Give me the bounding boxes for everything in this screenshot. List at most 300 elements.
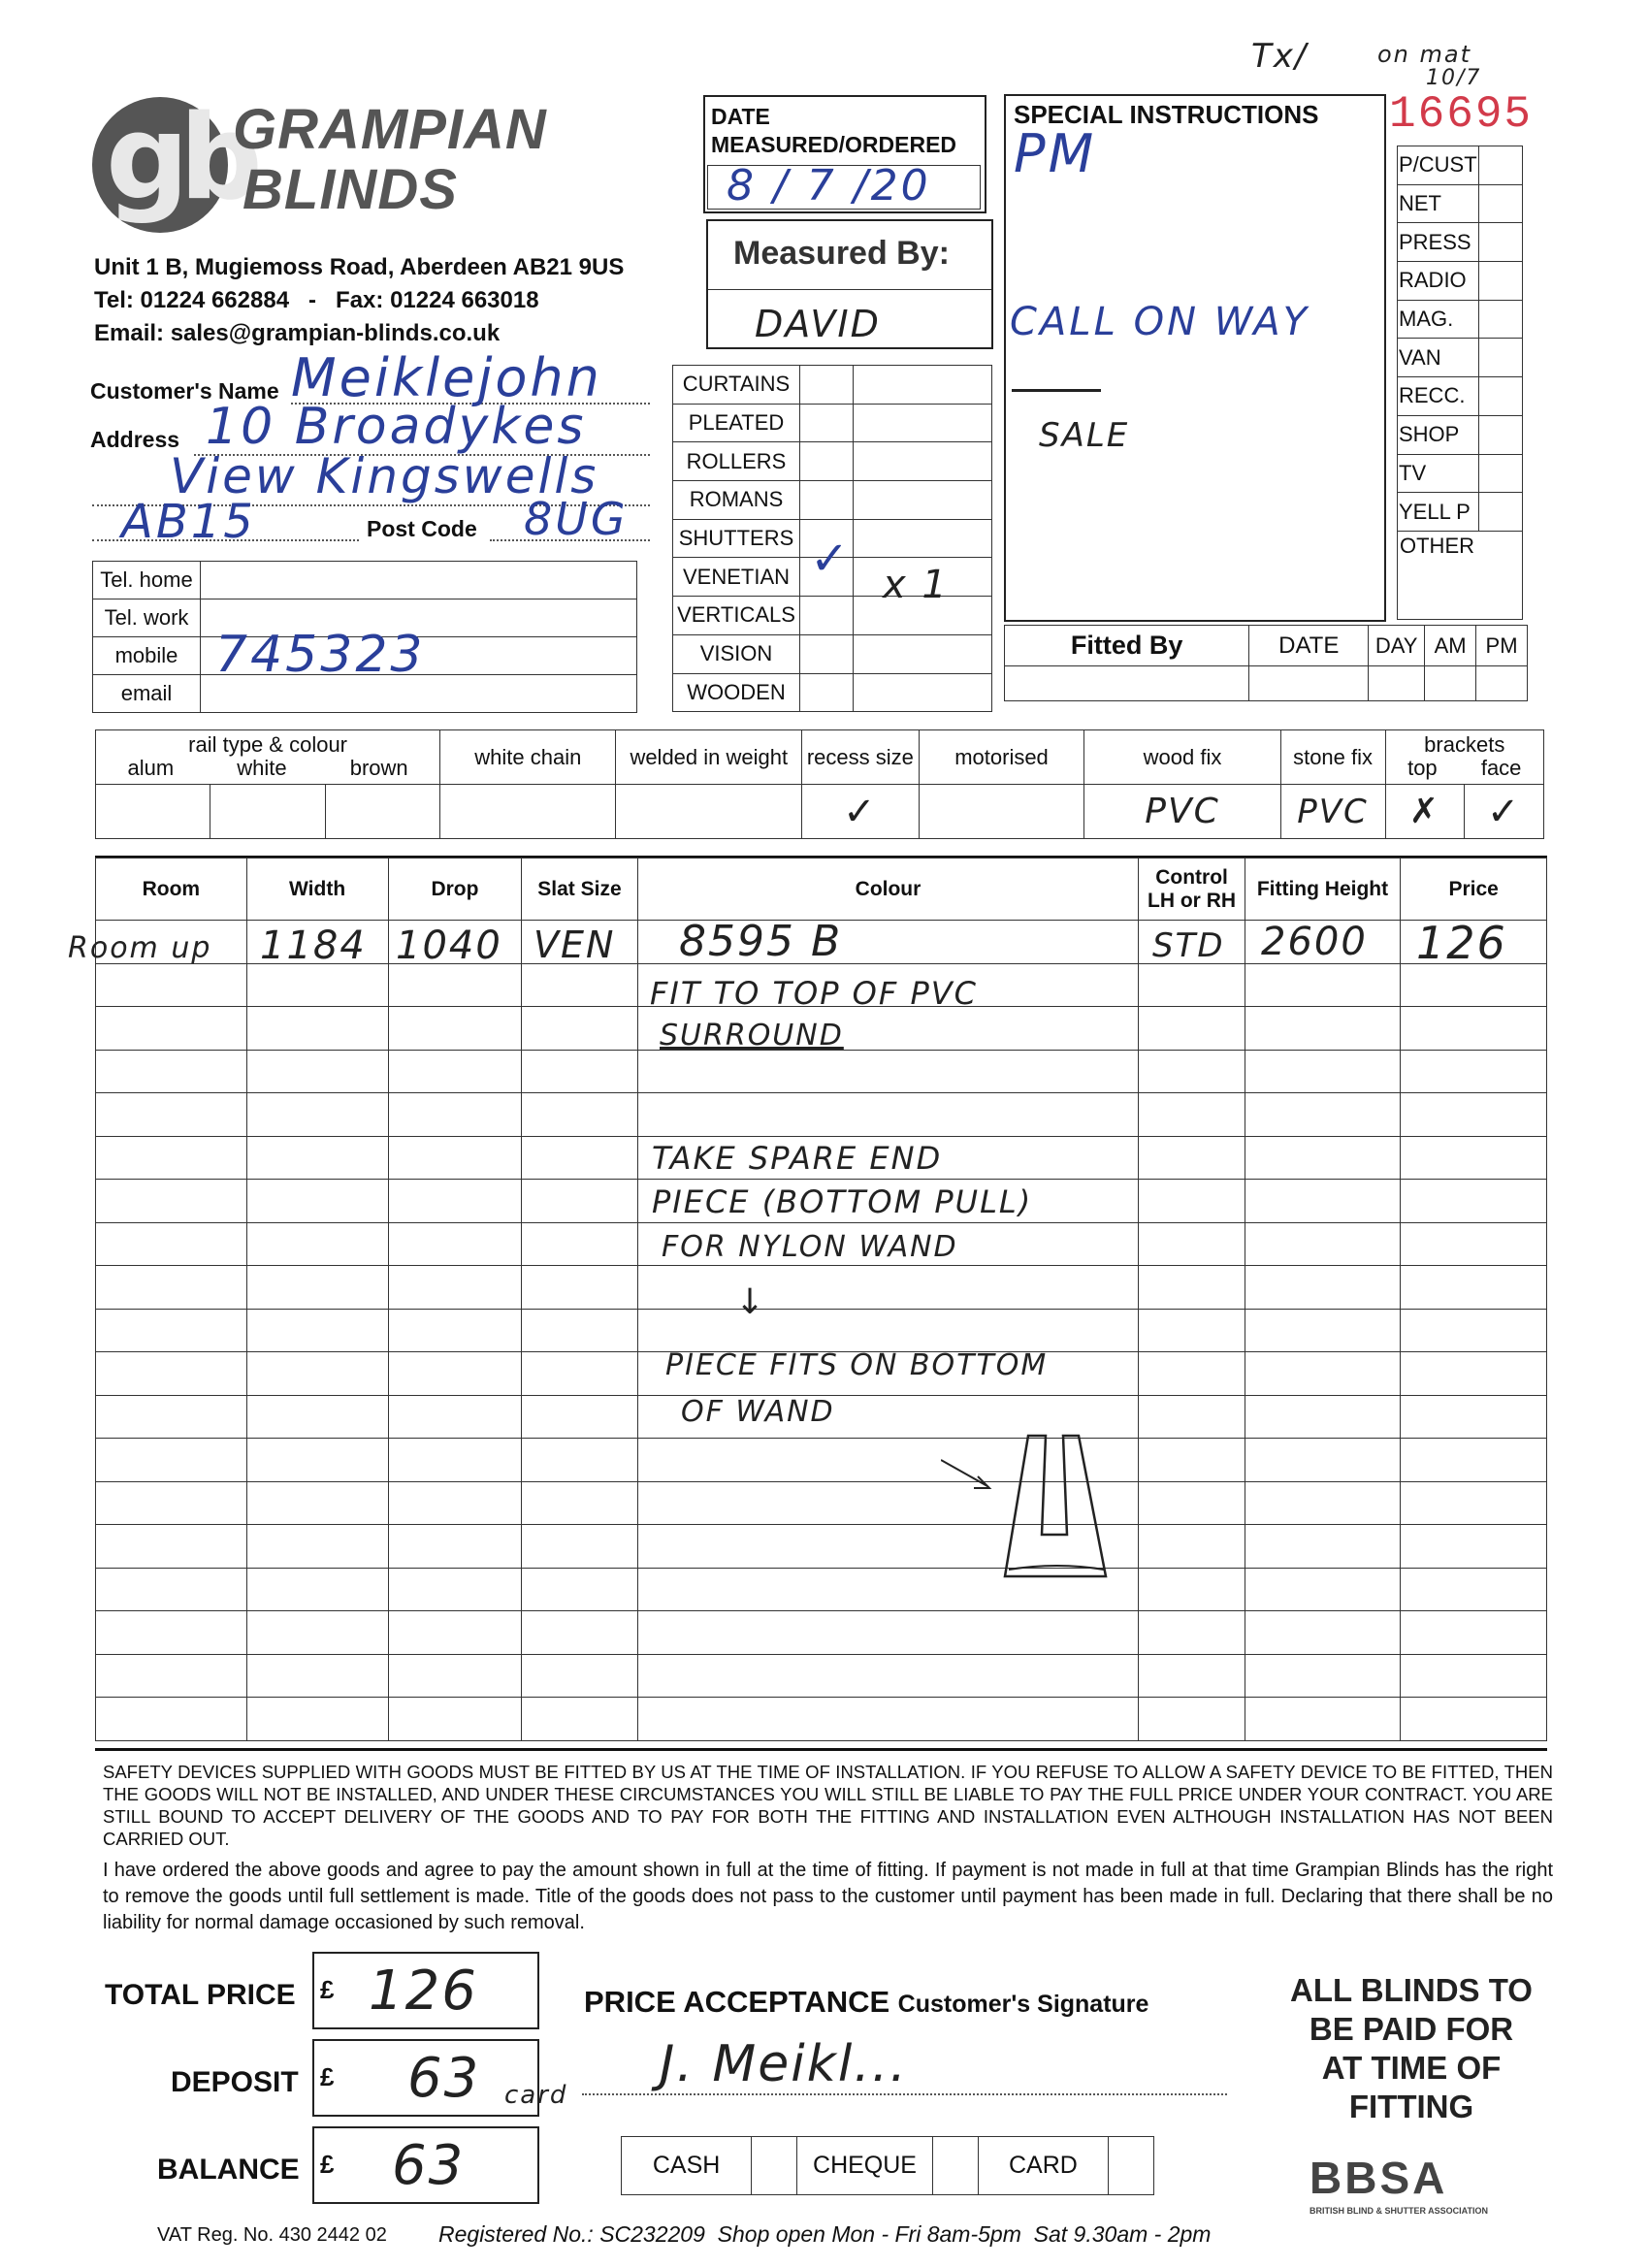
currency-symbol: £ [320, 1975, 335, 2004]
order-cell[interactable] [96, 1180, 247, 1223]
source-item: RADIO [1398, 262, 1479, 301]
wood-fix-label: wood fix [1084, 730, 1280, 785]
order-cell[interactable] [1139, 1525, 1245, 1569]
brackets-face-value[interactable]: ✓ [1465, 785, 1544, 839]
date-measured-label: DATE MEASURED/ORDERED [711, 104, 957, 157]
order-cell[interactable] [1139, 1050, 1245, 1093]
product-item: PLEATED [673, 404, 800, 442]
order-cell[interactable] [1401, 1222, 1547, 1266]
order-cell[interactable] [96, 1439, 247, 1482]
corner-note-mat: on mat [1377, 41, 1472, 68]
order-cell[interactable] [388, 1568, 522, 1611]
source-item: VAN [1398, 339, 1479, 377]
source-checkbox[interactable] [1478, 146, 1522, 185]
order-cell[interactable] [1139, 963, 1245, 1007]
notice-line1: ALL BLINDS TO [1290, 1972, 1533, 2008]
source-item: NET [1398, 184, 1479, 223]
order-cell[interactable] [1401, 1439, 1547, 1482]
order-cell[interactable] [637, 1050, 1139, 1093]
tel-home-field[interactable] [201, 562, 637, 599]
order-cell[interactable] [388, 1395, 522, 1439]
order-cell[interactable] [388, 963, 522, 1007]
table-row [96, 1481, 1547, 1525]
bbsa-subtitle: BRITISH BLIND & SHUTTER ASSOCIATION [1310, 2206, 1488, 2216]
order-cell[interactable] [522, 1050, 637, 1093]
welded-weight-label: welded in weight [616, 730, 802, 785]
order-cell[interactable] [1401, 1093, 1547, 1137]
order-cell[interactable] [1401, 1180, 1547, 1223]
tel-work-label: Tel. work [93, 599, 201, 637]
order-cell[interactable] [96, 1050, 247, 1093]
vat-number: VAT Reg. No. 430 2442 02 [157, 2224, 387, 2246]
order-cell[interactable] [637, 1093, 1139, 1137]
address-label: Address [90, 427, 180, 452]
order-cell[interactable] [522, 1525, 637, 1569]
order-cell[interactable] [388, 1611, 522, 1655]
email-label: email [93, 675, 201, 713]
fitted-am-label: AM [1425, 626, 1476, 666]
order-cell[interactable] [1139, 1439, 1245, 1482]
order-cell[interactable] [637, 1654, 1139, 1698]
order-cell[interactable] [1401, 1525, 1547, 1569]
order-cell[interactable] [522, 1698, 637, 1741]
mobile-label: mobile [93, 637, 201, 675]
balance-box[interactable] [312, 2126, 539, 2204]
fitted-date-field[interactable] [1249, 666, 1369, 701]
order-cell[interactable] [246, 1395, 388, 1439]
order-cell[interactable] [1401, 963, 1547, 1007]
balance-value: 63 [392, 2134, 466, 2197]
order-cell[interactable] [1401, 1481, 1547, 1525]
payment-card-label: CARD [978, 2137, 1108, 2195]
order-cell[interactable] [1401, 1395, 1547, 1439]
product-checkbox[interactable] [800, 404, 854, 442]
company-name-line2: BLINDS [242, 158, 458, 221]
measured-by-value: DAVID [755, 303, 881, 345]
source-checkbox[interactable] [1478, 223, 1522, 262]
rail-type-subheaders [96, 756, 439, 781]
rail-type-label: rail type & colour [188, 731, 348, 757]
order-cell[interactable] [96, 1266, 247, 1310]
brackets-subheaders [1386, 756, 1544, 781]
order-cell[interactable] [388, 1093, 522, 1137]
source-item: PRESS [1398, 223, 1479, 262]
order-cell[interactable] [522, 1007, 637, 1051]
special-instructions-line2: CALL ON WAY [1010, 300, 1310, 344]
product-item: ROMANS [673, 481, 800, 520]
order-cell[interactable] [246, 1352, 388, 1396]
order-cell[interactable] [388, 1309, 522, 1352]
corner-note-date: 10/7 [1426, 66, 1482, 90]
venetian-tick: ✓ [810, 532, 853, 586]
order-cell[interactable] [96, 1222, 247, 1266]
product-checkbox[interactable] [800, 442, 854, 481]
order-cell[interactable] [1245, 1007, 1401, 1051]
white-label: white [237, 755, 287, 780]
order-cell[interactable] [96, 963, 247, 1007]
special-instructions-line1: PM [1014, 123, 1097, 184]
company-tel-fax: Tel: 01224 662884 - Fax: 01224 663018 [94, 287, 539, 313]
order-cell[interactable] [1245, 1481, 1401, 1525]
order-col-header: Slat Size [522, 859, 637, 921]
order-cell[interactable] [1401, 1611, 1547, 1655]
product-item: VERTICALS [673, 597, 800, 635]
order-cell[interactable] [637, 1698, 1139, 1741]
price-acceptance-title: PRICE ACCEPTANCE [584, 1985, 890, 2019]
recess-size-value[interactable]: ✓ [802, 785, 919, 839]
order-cell[interactable] [246, 1481, 388, 1525]
order-col-header: Control LH or RH [1139, 859, 1245, 921]
notice-line4: FITTING [1348, 2089, 1474, 2124]
order-cell[interactable] [1139, 1352, 1245, 1396]
product-checkbox[interactable] [800, 481, 854, 520]
order-cell[interactable] [246, 1654, 388, 1698]
order-cell[interactable] [637, 1611, 1139, 1655]
order-cell[interactable] [1401, 1654, 1547, 1698]
order-cell[interactable] [522, 1180, 637, 1223]
order-cell[interactable] [388, 1007, 522, 1051]
brackets-top-label: top [1407, 755, 1438, 780]
order-cell[interactable] [96, 1654, 247, 1698]
product-item: VISION [673, 634, 800, 673]
order-cell[interactable] [522, 1266, 637, 1310]
fitted-pm-field[interactable] [1476, 666, 1528, 701]
order-cell[interactable] [522, 1309, 637, 1352]
order-cell[interactable] [96, 1698, 247, 1741]
company-name-line1: GRAMPIAN [233, 98, 547, 161]
stone-fix-value[interactable]: PVC [1280, 785, 1385, 839]
order-cell[interactable] [388, 1222, 522, 1266]
product-qty[interactable] [854, 673, 992, 712]
order-cell[interactable] [1245, 963, 1401, 1007]
order-cell[interactable] [388, 1525, 522, 1569]
note-line7: OF WAND [681, 1395, 835, 1429]
date-measured-box [703, 95, 986, 213]
deposit-label: DEPOSIT [171, 2066, 299, 2098]
order-cell[interactable] [522, 963, 637, 1007]
order-cell[interactable] [1139, 1568, 1245, 1611]
order-cell[interactable] [246, 1698, 388, 1741]
source-checkbox[interactable] [1478, 493, 1522, 532]
order-cell[interactable] [1401, 1266, 1547, 1310]
note-line2: SURROUND [660, 1019, 844, 1053]
row-room: Room up [68, 931, 212, 965]
source-item: YELL P [1398, 493, 1479, 532]
product-checkbox[interactable] [800, 634, 854, 673]
payment-cheque-box[interactable] [932, 2137, 978, 2195]
order-cell[interactable] [96, 1136, 247, 1180]
order-cell[interactable] [637, 1266, 1139, 1310]
product-checkbox[interactable] [800, 597, 854, 635]
source-checkbox[interactable] [1478, 454, 1522, 493]
order-cell[interactable] [388, 1050, 522, 1093]
product-item: WOODEN [673, 673, 800, 712]
table-row [96, 1093, 1547, 1137]
order-cell[interactable] [1401, 1352, 1547, 1396]
order-cell[interactable] [96, 1093, 247, 1137]
order-col-header: Drop [388, 859, 522, 921]
source-item: RECC. [1398, 377, 1479, 416]
order-cell[interactable] [96, 1611, 247, 1655]
order-col-header: Fitting Height [1245, 859, 1401, 921]
product-qty[interactable] [854, 481, 992, 520]
fitted-by-field[interactable] [1005, 666, 1249, 701]
order-cell[interactable] [246, 1309, 388, 1352]
company-address: Unit 1 B, Mugiemoss Road, Aberdeen AB21 9US [94, 254, 625, 280]
fitted-date-label: DATE [1249, 626, 1369, 666]
deposit-note: card [504, 2081, 568, 2110]
venetian-qty: x 1 [883, 563, 949, 607]
order-cell[interactable] [1139, 1481, 1245, 1525]
motorised-field[interactable] [919, 785, 1084, 839]
source-checkbox[interactable] [1478, 184, 1522, 223]
order-cell[interactable] [388, 1266, 522, 1310]
order-cell[interactable] [522, 1352, 637, 1396]
wood-fix-value[interactable]: PVC [1084, 785, 1280, 839]
bbsa-logo: BBSA [1310, 2153, 1448, 2203]
source-checkbox[interactable] [1478, 300, 1522, 339]
order-cell[interactable] [1401, 1050, 1547, 1093]
row-drop: 1040 [396, 923, 502, 968]
order-cell[interactable] [1139, 1136, 1245, 1180]
total-price-value: 126 [369, 1960, 478, 2023]
alum-label: alum [127, 755, 175, 780]
source-checkbox[interactable] [1478, 415, 1522, 454]
order-cell[interactable] [1245, 1180, 1401, 1223]
order-cell[interactable] [522, 1136, 637, 1180]
payment-card-box[interactable] [1109, 2137, 1154, 2195]
order-cell[interactable] [246, 1180, 388, 1223]
order-cell[interactable] [522, 1439, 637, 1482]
brackets-top-value[interactable]: ✗ [1385, 785, 1465, 839]
order-cell[interactable] [1245, 1525, 1401, 1569]
order-cell[interactable] [246, 1611, 388, 1655]
order-cell[interactable] [1401, 1007, 1547, 1051]
order-cell[interactable] [522, 1481, 637, 1525]
order-cell[interactable] [1401, 1698, 1547, 1741]
measured-by-box [706, 219, 993, 349]
source-checkbox[interactable] [1478, 377, 1522, 416]
corner-note: Tx/ [1251, 37, 1309, 76]
order-cell[interactable] [388, 1481, 522, 1525]
order-cell[interactable] [1245, 1439, 1401, 1482]
order-cell[interactable] [246, 1136, 388, 1180]
order-cell[interactable] [1401, 1309, 1547, 1352]
order-cell[interactable] [522, 1654, 637, 1698]
order-cell[interactable] [1139, 1309, 1245, 1352]
order-cell[interactable] [1401, 1136, 1547, 1180]
order-cell[interactable] [246, 963, 388, 1007]
order-cell[interactable] [522, 1395, 637, 1439]
mobile-value: 745323 [215, 626, 426, 684]
brackets-header [1385, 730, 1544, 785]
payment-cash-box[interactable] [752, 2137, 797, 2195]
order-col-header: Colour [637, 859, 1139, 921]
product-qty[interactable] [854, 442, 992, 481]
order-cell[interactable] [1139, 1395, 1245, 1439]
order-cell[interactable] [96, 1395, 247, 1439]
order-cell[interactable] [388, 1654, 522, 1698]
row-price: 126 [1416, 917, 1507, 969]
order-cell[interactable] [246, 1439, 388, 1482]
order-cell[interactable] [246, 1007, 388, 1051]
row-height: 2600 [1261, 920, 1368, 964]
order-cell[interactable] [246, 1525, 388, 1569]
order-cell[interactable] [388, 1136, 522, 1180]
fitted-by-label: Fitted By [1005, 626, 1249, 666]
currency-symbol: £ [320, 2062, 335, 2091]
row-control: STD [1152, 926, 1225, 965]
registered-info: Registered No.: SC232209 Shop open Mon - Fri 8am-5pm Sat 9.30am - 2pm [438, 2221, 1212, 2247]
order-cell[interactable] [1139, 1007, 1245, 1051]
note-arrow: ↓ [735, 1282, 767, 1322]
order-cell[interactable] [246, 1093, 388, 1137]
order-col-header: Price [1401, 859, 1547, 921]
white-field[interactable] [210, 785, 325, 839]
fitted-day-field[interactable] [1369, 666, 1425, 701]
product-checkbox[interactable] [800, 366, 854, 405]
white-chain-label: white chain [440, 730, 616, 785]
table-row [96, 1654, 1547, 1698]
note-line1: FIT TO TOP OF PVC [650, 975, 978, 1012]
welded-weight-field[interactable] [616, 785, 802, 839]
order-cell[interactable] [246, 1266, 388, 1310]
payment-table [621, 2136, 1154, 2195]
table-row [96, 1568, 1547, 1611]
order-cell[interactable] [96, 1309, 247, 1352]
order-cell[interactable] [96, 1007, 247, 1051]
white-chain-field[interactable] [440, 785, 616, 839]
order-cell[interactable] [1139, 1093, 1245, 1137]
source-item: SHOP [1398, 415, 1479, 454]
payment-cash-label: CASH [622, 2137, 752, 2195]
order-cell[interactable] [1245, 1050, 1401, 1093]
order-cell[interactable] [1139, 1266, 1245, 1310]
product-qty[interactable] [854, 519, 992, 558]
order-cell[interactable] [522, 1568, 637, 1611]
product-qty[interactable] [854, 404, 992, 442]
product-checkbox[interactable] [800, 673, 854, 712]
row-slat: VEN [534, 923, 616, 966]
order-cell[interactable] [1245, 1654, 1401, 1698]
order-cell[interactable] [246, 1050, 388, 1093]
stone-fix-label: stone fix [1280, 730, 1385, 785]
row-colour: 8595 B [679, 917, 843, 966]
source-item: P/CUST [1398, 146, 1479, 185]
address-line2: View Kingswells [170, 448, 599, 504]
order-cell[interactable] [1245, 1611, 1401, 1655]
total-price-box[interactable] [312, 1952, 539, 2029]
order-cell[interactable] [1245, 1352, 1401, 1396]
order-cell[interactable] [1401, 1568, 1547, 1611]
order-cell[interactable] [1245, 1309, 1401, 1352]
postcode-label: Post Code [367, 516, 477, 541]
order-cell[interactable] [1245, 1395, 1401, 1439]
order-cell[interactable] [96, 1568, 247, 1611]
logo-mark: gb [106, 91, 253, 226]
order-cell[interactable] [1245, 1136, 1401, 1180]
order-cell[interactable] [1139, 1222, 1245, 1266]
order-cell[interactable] [1245, 1222, 1401, 1266]
note-line4: PIECE (BOTTOM PULL) [652, 1183, 1033, 1220]
order-cell[interactable] [522, 1093, 637, 1137]
order-cell[interactable] [1139, 1611, 1245, 1655]
table-row [96, 1698, 1547, 1741]
product-qty[interactable] [854, 634, 992, 673]
brown-field[interactable] [325, 785, 439, 839]
order-cell[interactable] [522, 1611, 637, 1655]
order-cell[interactable] [388, 1180, 522, 1223]
table-row [96, 1266, 1547, 1310]
order-cell[interactable] [388, 1439, 522, 1482]
recess-size-label: recess size [802, 730, 919, 785]
tel-home-label: Tel. home [93, 562, 201, 599]
date-measured-value: 8 / 7 /20 [727, 161, 931, 211]
motorised-label: motorised [919, 730, 1084, 785]
currency-symbol: £ [320, 2150, 335, 2179]
note-line6: PIECE FITS ON BOTTOM [665, 1348, 1049, 1382]
brackets-label: brackets [1424, 731, 1505, 757]
order-cell[interactable] [1139, 1180, 1245, 1223]
product-qty[interactable] [854, 366, 992, 405]
fitted-pm-label: PM [1476, 626, 1528, 666]
order-cell[interactable] [246, 1568, 388, 1611]
brackets-face-label: face [1480, 755, 1522, 780]
special-instructions-line3: SALE [1039, 416, 1130, 455]
address-line1: 10 Broadykes [206, 398, 587, 456]
order-cell[interactable] [388, 1352, 522, 1396]
source-checkbox[interactable] [1478, 339, 1522, 377]
company-email: Email: sales@grampian-blinds.co.uk [94, 320, 501, 346]
note-line5: FOR NYLON WAND [662, 1230, 958, 1264]
total-price-label: TOTAL PRICE [105, 1979, 296, 2011]
fitted-am-field[interactable] [1425, 666, 1476, 701]
product-item: VENETIAN [673, 558, 800, 597]
source-list [1397, 146, 1523, 532]
payment-cheque-label: CHEQUE [797, 2137, 933, 2195]
order-cell[interactable] [1245, 1093, 1401, 1137]
order-cell[interactable] [1245, 1698, 1401, 1741]
safety-text: SAFETY DEVICES SUPPLIED WITH GOODS MUST BE FITTED BY US AT THE TIME OF INSTALLATION. IF YOU REFUSE TO ALLOW A SAFETY DEVICE TO BE FITTED, THEN THE GOODS WILL NOT BE INSTALLED, AND UNDER THESE CIRCUMSTANCES YOU WILL STILL BE LIABLE TO PAY THE FULL PRICE UNDER YOUR CONTRACT. YOU ARE STILL BOUND TO ACCEPT DELIVERY OF THE GOODS AND TO PAY FOR BOTH THE FITTING AND INSTALLATION EVEN ALTHOUGH INSTALLATION HAS NOT BEEN CARRIED OUT. [103, 1762, 1553, 1849]
order-cell[interactable] [1139, 1698, 1245, 1741]
order-cell[interactable] [96, 1352, 247, 1396]
company-logo [92, 91, 253, 233]
order-cell[interactable] [96, 1525, 247, 1569]
order-cell[interactable] [637, 1309, 1139, 1352]
customer-name-value: Meiklejohn [291, 347, 602, 408]
alum-field[interactable] [96, 785, 210, 839]
notice-line2: BE PAID FOR [1309, 2011, 1514, 2047]
source-item: TV [1398, 454, 1479, 493]
table-row [96, 1439, 1547, 1482]
order-cell[interactable] [96, 1481, 247, 1525]
order-cell[interactable] [1245, 1568, 1401, 1611]
source-checkbox[interactable] [1478, 262, 1522, 301]
special-instructions-label: SPECIAL INSTRUCTIONS [1014, 100, 1319, 129]
postcode-part2: 8UG [524, 493, 629, 545]
order-cell[interactable] [388, 1698, 522, 1741]
brown-label: brown [349, 755, 408, 780]
order-cell[interactable] [1139, 1654, 1245, 1698]
payment-notice [1271, 1971, 1552, 2126]
order-cell[interactable] [522, 1222, 637, 1266]
signature-line[interactable] [582, 2093, 1227, 2095]
order-cell[interactable] [246, 1222, 388, 1266]
postcode-part1: AB15 [121, 495, 256, 549]
source-other-box [1397, 531, 1523, 620]
agreement-text: I have ordered the above goods and agree to pay the amount shown in full at the time of fitting. If payment is not made in full at that time Grampian Blinds has the right to remove the goods until full settlement is made. Title of the goods does not pass to the customer until payment has been made in full. Declaring that there shall be no liability for normal damage occasioned by such removal. [103, 1860, 1553, 1933]
order-cell[interactable] [1245, 1266, 1401, 1310]
